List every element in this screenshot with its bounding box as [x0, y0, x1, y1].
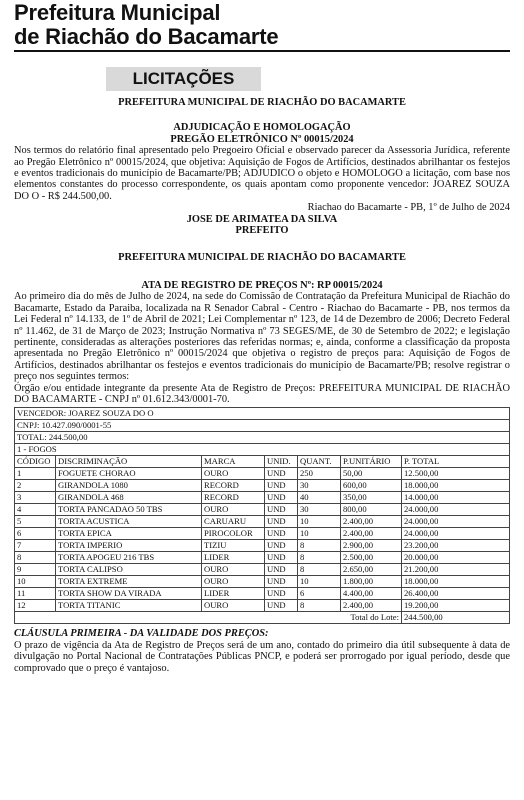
table-cnpj: CNPJ: 10.427.090/0001-55: [15, 420, 510, 432]
table-cell: 350,00: [341, 492, 402, 504]
sec2-title: ATA DE REGISTRO DE PREÇOS Nº: RP 00015/2024: [141, 279, 383, 291]
col-header: CÓDIGO: [15, 456, 56, 468]
table-cell: 24.000,00: [402, 528, 510, 540]
table-cell: 10: [298, 528, 341, 540]
table-cell: 8: [298, 552, 341, 564]
table-cell: RECORD: [202, 480, 265, 492]
table-cell: 8: [298, 600, 341, 612]
table-cell: 3: [15, 492, 56, 504]
table-cell: 30: [298, 504, 341, 516]
table-row: [15, 516, 510, 528]
table-cell: 1: [15, 468, 56, 480]
table-cell: 30: [298, 480, 341, 492]
table-cell: 8: [15, 552, 56, 564]
table-cell: TORTA SHOW DA VIRADA: [56, 588, 202, 600]
table-cell: UND: [265, 504, 298, 516]
table-cell: UND: [265, 468, 298, 480]
col-header: MARCA: [202, 456, 265, 468]
table-cell: LIDER: [202, 552, 265, 564]
table-cell: 11: [15, 588, 56, 600]
col-header: QUANT.: [298, 456, 341, 468]
table-cell: 19.200,00: [402, 600, 510, 612]
table-cell: TORTA EPICA: [56, 528, 202, 540]
table-row: [15, 480, 510, 492]
table-cell: TORTA EXTREME: [56, 576, 202, 588]
table-cell: 2.400,00: [341, 516, 402, 528]
table-cell: UND: [265, 480, 298, 492]
table-cell: OURO: [202, 576, 265, 588]
table-cell: TORTA IMPERIO: [56, 540, 202, 552]
table-cell: 2.400,00: [341, 600, 402, 612]
table-cell: GIRANDOLA 468: [56, 492, 202, 504]
table-cell: 20.000,00: [402, 552, 510, 564]
table-cell: UND: [265, 552, 298, 564]
page-header: [14, 0, 510, 48]
table-cell: TORTA CALIPSO: [56, 564, 202, 576]
table-cell: TORTA TITANIC: [56, 600, 202, 612]
lot-total-value: 244.500,00: [402, 612, 510, 624]
col-header: DISCRIMINAÇÃO: [56, 456, 202, 468]
table-cell: 6: [15, 528, 56, 540]
table-lot: 1 - FOGOS: [15, 444, 510, 456]
table-cell: 2: [15, 480, 56, 492]
table-cell: 5: [15, 516, 56, 528]
table-cell: 24.000,00: [402, 516, 510, 528]
table-cell: UND: [265, 564, 298, 576]
col-header: P. TOTAL: [402, 456, 510, 468]
price-table: [14, 407, 510, 624]
header-divider: [14, 50, 510, 52]
table-cell: 9: [15, 564, 56, 576]
table-cell: TORTA APOGEU 216 TBS: [56, 552, 202, 564]
table-cell: PIROCOLOR: [202, 528, 265, 540]
table-row: [15, 540, 510, 552]
table-cell: TORTA PANCADAO 50 TBS: [56, 504, 202, 516]
table-cell: TIZIU: [202, 540, 265, 552]
table-cell: 12: [15, 600, 56, 612]
col-header: UNID.: [265, 456, 298, 468]
col-header: P.UNITÁRIO: [341, 456, 402, 468]
table-cell: CARUARU: [202, 516, 265, 528]
table-cell: UND: [265, 600, 298, 612]
table-cell: OURO: [202, 504, 265, 516]
table-cell: UND: [265, 492, 298, 504]
table-cell: 4.400,00: [341, 588, 402, 600]
section-banner: LICITAÇÕES: [106, 67, 261, 91]
table-cell: 24.000,00: [402, 504, 510, 516]
table-cell: UND: [265, 588, 298, 600]
table-cell: 1.800,00: [341, 576, 402, 588]
sec1-body: Nos termos do relatório final apresentado pelo Pregoeiro Oficial e observado parecer da Assessoria Jurídica, referente ao Pregão Eletrônico nº 00015/2024, que objetiva: Aquisição de Fogos de Artifícios, destinados abrilhantar os festejos e eventos tradicionais do município de Bacamarte/PB; ADJUDICO o objeto e HOMOLOGO a licitação, com base nos elementos constantes do processo correspondente, os quais apontam como proponente vencedor: JOAREZ SOUZA DO O - R$ 244.500,00.: [14, 145, 510, 202]
table-cell: 7: [15, 540, 56, 552]
table-cell: 2.650,00: [341, 564, 402, 576]
table-cell: UND: [265, 576, 298, 588]
table-cell: 2.400,00: [341, 528, 402, 540]
clause-title: CLÁUSULA PRIMEIRA - DA VALIDADE DOS PREÇOS:: [14, 628, 269, 640]
table-cell: 8: [298, 540, 341, 552]
table-cell: 800,00: [341, 504, 402, 516]
table-cell: OURO: [202, 564, 265, 576]
table-cell: 12.500,00: [402, 468, 510, 480]
clause-body: O prazo de vigência da Ata de Registro de Preços será de um ano, contado do primeiro dia útil subsequente à data de divulgação no Portal Nacional de Contratações Públicas PNCP, e poderá ser prorrogado por igual período, desde que comprovado que o preço é vantajoso.: [14, 639, 510, 674]
lot-total-row: [15, 612, 510, 624]
table-cell: OURO: [202, 600, 265, 612]
table-cell: 21.200,00: [402, 564, 510, 576]
table-cell: 600,00: [341, 480, 402, 492]
sec1-org: PREFEITURA MUNICIPAL DE RIACHÃO DO BACAMARTE: [118, 97, 406, 108]
table-row: [15, 528, 510, 540]
table-cell: UND: [265, 516, 298, 528]
table-total: TOTAL: 244.500,00: [15, 432, 510, 444]
table-cell: 18.000,00: [402, 480, 510, 492]
table-cell: 10: [298, 576, 341, 588]
document-body: [14, 97, 510, 674]
table-cell: 10: [298, 516, 341, 528]
sec1-date: Riachao do Bacamarte - PB, 1º de Julho de 2024: [307, 202, 510, 214]
table-cell: 14.000,00: [402, 492, 510, 504]
table-cell: 250: [298, 468, 341, 480]
table-row: [15, 552, 510, 564]
table-cell: TORTA ACUSTICA: [56, 516, 202, 528]
table-cell: LIDER: [202, 588, 265, 600]
sec1-title2: PREGÃO ELETRÔNICO Nº 00015/2024: [170, 133, 354, 145]
table-cell: 2.900,00: [341, 540, 402, 552]
sec1-title1: ADJUDICAÇÃO E HOMOLOGAÇÃO: [173, 122, 351, 134]
sec1-role: PREFEITO: [235, 225, 289, 237]
table-row: [15, 576, 510, 588]
table-cell: 6: [298, 588, 341, 600]
table-cell: 23.200,00: [402, 540, 510, 552]
table-cell: GIRANDOLA 1080: [56, 480, 202, 492]
sec2-body: Ao primeiro dia do mês de Julho de 2024, na sede do Comissão de Contratação da Prefeitura Municipal de Riachão do Bacamarte, Estado da Paraiba, localizada na R Senador Cabral - Centro - Riachao do Bacamarte - PB, nos termos da Lei Federal nº 14.133, de 1º de Abril de 2021; Lei Complementar nº 123, de 14 de Dezembro de 2006; Decreto Federal nº 11.462, de 31 de Março de 2023; Instrução Normativa nº 73 SEGES/ME, de 30 de Setembro de 2022; e legislação pertinente, consideradas as alterações posteriores das referidas normas; e, ainda, conforme a classificação da proposta apresentada no Pregão Eletrônico nº 00015/2024 que objetiva o registro de preços para: Aquisição de Fogos de Artifícios, destinados abrilhantar os festejos e eventos tradicionais do município de Bacamarte/PB; resolve registrar o preço nos seguintes termos:: [14, 291, 510, 383]
table-row: [15, 564, 510, 576]
header-title-line2: de Riachão do Bacamarte: [14, 24, 279, 49]
table-row: [15, 492, 510, 504]
table-cell: RECORD: [202, 492, 265, 504]
table-vendor: VENCEDOR: JOAREZ SOUZA DO O: [15, 408, 510, 420]
table-row: [15, 588, 510, 600]
sec2-orgao: Órgão e/ou entidade integrante da presente Ata de Registro de Preços: PREFEITURA MUNICIPAL DE RIACHÃO DO BACAMARTE - CNPJ nº 01.612.343/0001-70.: [14, 382, 510, 405]
table-row: [15, 468, 510, 480]
table-cell: UND: [265, 528, 298, 540]
table-cell: 40: [298, 492, 341, 504]
table-cell: 4: [15, 504, 56, 516]
table-cell: 26.400,00: [402, 588, 510, 600]
table-cell: FOGUETE CHORAO: [56, 468, 202, 480]
table-cell: UND: [265, 540, 298, 552]
table-row: [15, 504, 510, 516]
table-header-row: [15, 456, 510, 468]
header-title-line1: Prefeitura Municipal: [14, 0, 221, 25]
sec1-signer: JOSE DE ARIMATEA DA SILVA: [186, 213, 338, 225]
table-row: [15, 600, 510, 612]
table-cell: 10: [15, 576, 56, 588]
table-cell: 18.000,00: [402, 576, 510, 588]
table-cell: 2.500,00: [341, 552, 402, 564]
lot-total-label: Total do Lote:: [341, 612, 402, 624]
table-cell: OURO: [202, 468, 265, 480]
table-cell: 50,00: [341, 468, 402, 480]
sec2-org: PREFEITURA MUNICIPAL DE RIACHÃO DO BACAMARTE: [118, 252, 406, 264]
table-cell: 8: [298, 564, 341, 576]
